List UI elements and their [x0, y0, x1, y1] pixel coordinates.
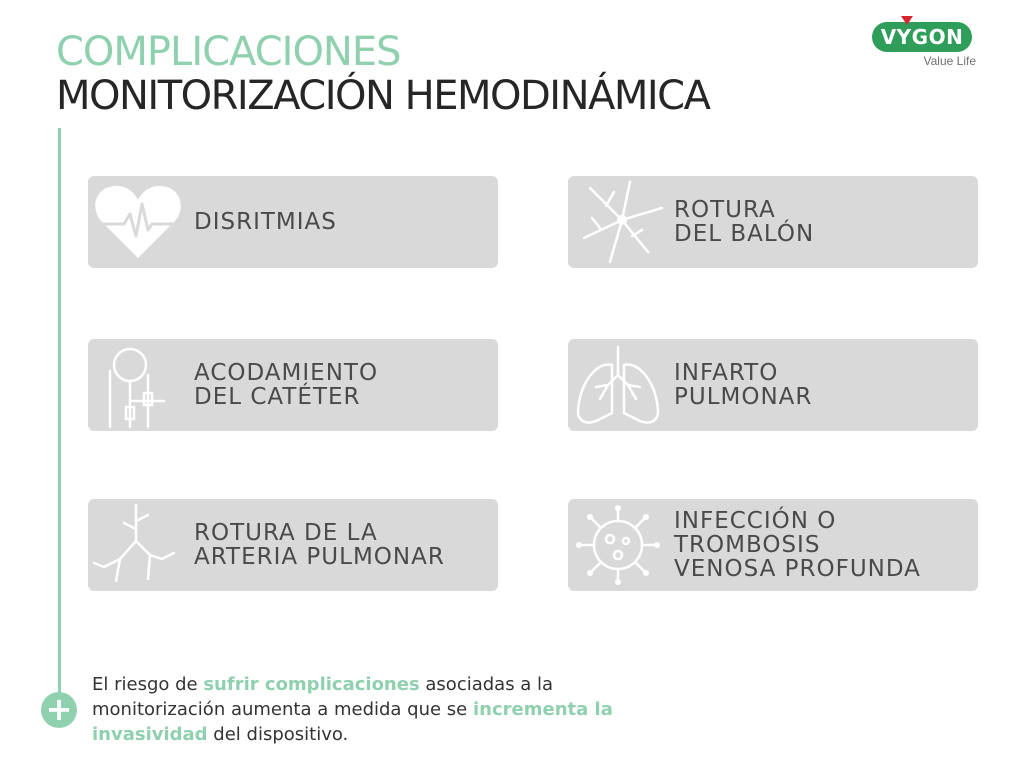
footer-highlight: sufrir complicaciones: [203, 674, 420, 695]
card-rotura-arteria: [88, 499, 498, 591]
page-title-line-2: MONITORIZACIÓN HEMODINÁMICA: [56, 73, 710, 119]
heart-rhythm-icon: [90, 178, 186, 266]
accent-vertical-line: [58, 128, 61, 706]
artery-branch-icon: [90, 501, 186, 589]
logo-tagline: Value Life: [923, 54, 976, 68]
logo-wordmark: VYGON: [872, 22, 972, 52]
card-label: DISRITMIAS: [194, 209, 337, 235]
plus-icon: +: [41, 692, 77, 728]
footer-highlight: incrementa la invasividad: [92, 699, 613, 745]
card-label: ROTURA DE LA ARTERIA PULMONAR: [194, 520, 445, 570]
catheter-icon: [90, 341, 186, 429]
lungs-icon: [570, 341, 666, 429]
logo-triangle-icon: [901, 16, 913, 25]
burst-balloon-icon: [570, 178, 666, 266]
virus-icon: [570, 501, 666, 589]
card-infarto-pulmonar: [568, 339, 978, 431]
card-label: ACODAMIENTO DEL CATÉTER: [194, 360, 379, 410]
card-label: ROTURA DEL BALÓN: [674, 197, 815, 247]
card-disritmias: [88, 176, 498, 268]
card-infeccion-trombosis: [568, 499, 978, 591]
card-rotura-balon: [568, 176, 978, 268]
card-label: INFARTO PULMONAR: [674, 360, 813, 410]
footer-note: El riesgo de sufrir complicaciones asociadas a la monitorización aumenta a medida que se incrementa la invasividad del dispositivo.: [92, 674, 613, 745]
card-acodamiento-cateter: [88, 339, 498, 431]
vygon-logo: [868, 16, 980, 72]
page-title-line-1: COMPLICACIONES: [56, 29, 401, 75]
card-label: INFECCIÓN O TROMBOSIS VENOSA PROFUNDA: [674, 508, 921, 582]
